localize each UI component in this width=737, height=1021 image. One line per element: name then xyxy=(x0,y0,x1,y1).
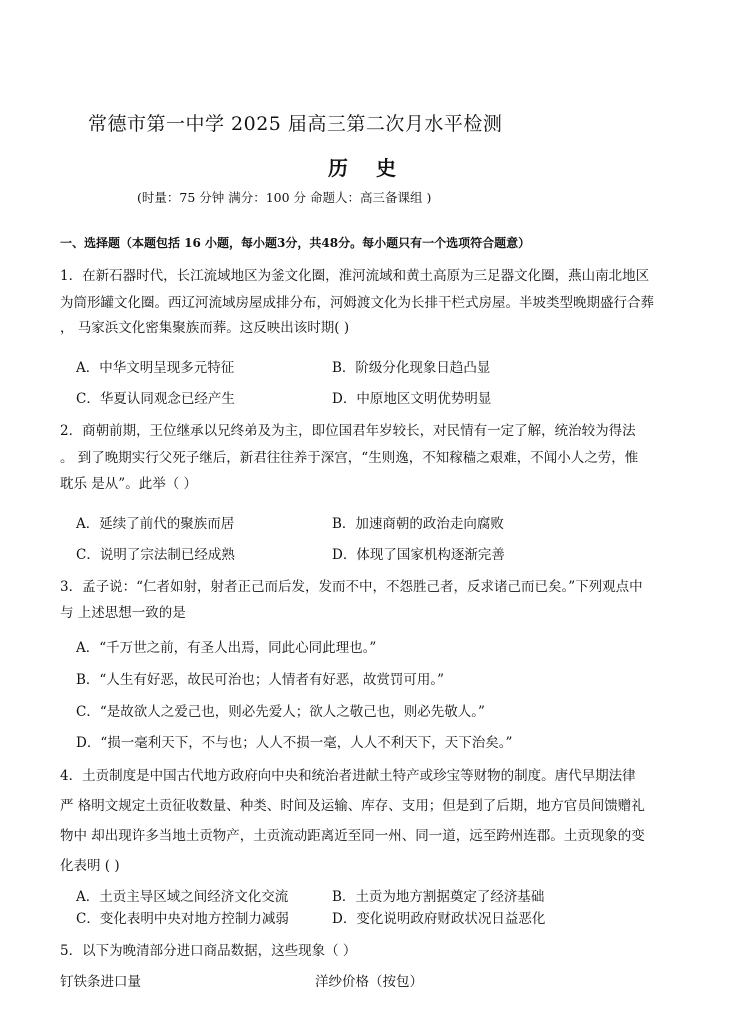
exam-title: 常德市第一中学 2025 届高三第二次月水平检测 xyxy=(88,113,503,135)
question-3-option-a[interactable]: A．“千万世之前，有圣人出焉，同此心同此理也。” xyxy=(76,640,377,656)
question-4-line-4: 化表明 ( ) xyxy=(60,858,120,874)
question-1-option-c[interactable]: C．华夏认同观念已经产生 xyxy=(76,391,235,407)
question-3-option-b[interactable]: B．“人生有好恶，故民可治也；人情者有好恶，故赏罚可用。” xyxy=(76,672,444,688)
question-1-option-a[interactable]: A．中华文明呈现多元特征 xyxy=(76,360,235,376)
question-4-option-b[interactable]: B．土贡为地方割据奠定了经济基础 xyxy=(332,889,545,905)
question-4-line-1: 4．土贡制度是中国古代地方政府向中央和统治者进献土特产或珍宝等财物的制度。唐代早期法律 xyxy=(60,768,636,784)
question-2-line-1: 2．商朝前期，王位继承以兄终弟及为主，即位国君年岁较长，对民情有一定了解，统治较为得法 xyxy=(60,423,636,439)
question-2-line-3: 耽乐 是从”。此举（ ） xyxy=(60,476,197,492)
question-1-option-b[interactable]: B．阶级分化现象日趋凸显 xyxy=(332,360,491,376)
exam-info: (时量：75 分钟 满分：100 分 命题人：高三备课组 ) xyxy=(137,190,432,205)
question-2-option-d[interactable]: D．体现了国家机构逐渐完善 xyxy=(332,547,505,563)
table-header-yarn-price: 洋纱价格（按包） xyxy=(315,974,423,990)
question-2-option-b[interactable]: B．加速商朝的政治走向腐败 xyxy=(332,516,504,532)
question-4-option-a[interactable]: A．土贡主导区域之间经济文化交流 xyxy=(76,889,289,905)
question-1-option-d[interactable]: D．中原地区文明优势明显 xyxy=(332,391,492,407)
question-4-option-c[interactable]: C．变化表明中央对地方控制力减弱 xyxy=(76,911,289,927)
question-2-option-c[interactable]: C．说明了宗法制已经成熟 xyxy=(76,547,235,563)
question-2-line-2: 。 到了晚期实行父死子继后，新君往往养于深宫，“生则逸，不知稼穑之艰难，不闻小人之劳，惟 xyxy=(60,450,639,466)
subject-title: 历史 xyxy=(328,156,424,180)
table-header-iron-imports: 钉铁条进口量 xyxy=(60,974,141,990)
question-4-line-2: 严 格明文规定土贡征收数量、种类、时间及运输、库存、支用；但是到了后期，地方官员间馈赠礼 xyxy=(60,798,645,814)
question-4-option-d[interactable]: D．变化说明政府财政状况日益恶化 xyxy=(332,911,546,927)
question-3-line-2: 与 上述思想一致的是 xyxy=(60,605,186,621)
question-2-option-a[interactable]: A．延续了前代的聚族而居 xyxy=(76,516,235,532)
question-3-option-d[interactable]: D．“损一毫利天下，不与也；人人不损一毫，人人不利天下，天下治矣。” xyxy=(76,735,513,751)
question-1-line-1: 1．在新石器时代，长江流域地区为釜文化圈，淮河流域和黄土高原为三足器文化圈，燕山南北地区 xyxy=(60,268,650,284)
question-1-line-2: 为筒形罐文化圈。西辽河流域房屋成排分布，河姆渡文化为长排干栏式房屋。半坡类型晚期盛行合葬 xyxy=(60,295,654,311)
question-3-option-c[interactable]: C．“是故欲人之爱己也，则必先爱人；欲人之敬己也，则必先敬人。” xyxy=(76,704,485,720)
question-4-line-3: 物中 却出现许多当地土贡物产，土贡流动距离近至同一州、同一道，远至跨州连郡。土贡现象的变 xyxy=(60,828,645,844)
question-5-line-1: 5．以下为晚清部分进口商品数据，这些现象（ ） xyxy=(60,943,357,959)
section-heading: 一、选择题（本题包括 16 小题，每小题3分，共48分。每小题只有一个选项符合题意） xyxy=(60,236,531,250)
question-1-line-3: ， 马家浜文化密集聚族而葬。这反映出该时期( ) xyxy=(60,320,350,336)
question-3-line-1: 3．孟子说：“仁者如射，射者正己而后发，发而不中，不怨胜己者，反求诸己而已矣。”下列观点中 xyxy=(60,579,643,595)
